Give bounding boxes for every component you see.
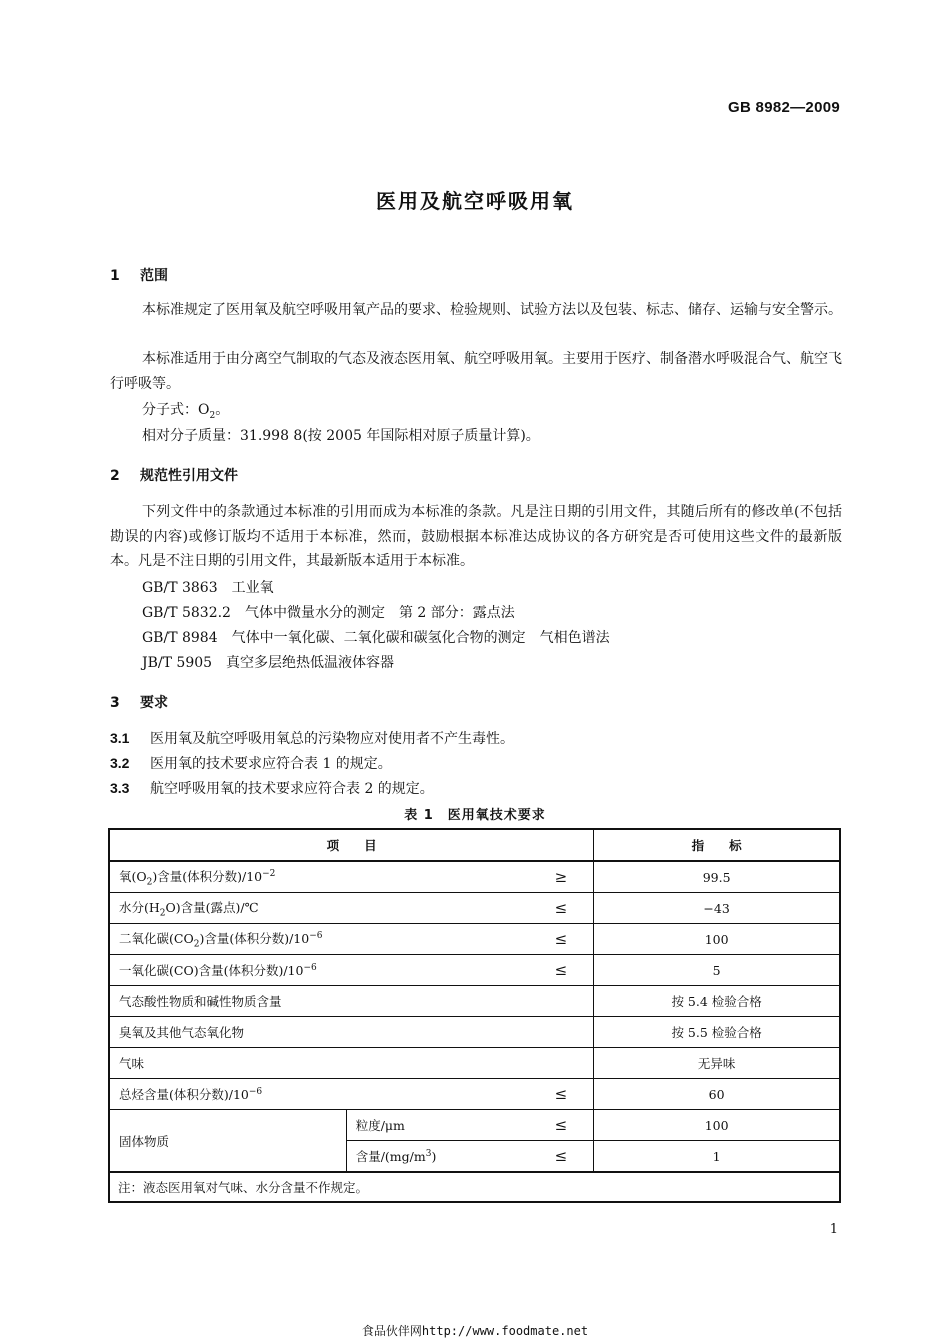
item-subscript: 2 [146, 877, 153, 888]
clause-number: 3.3 [110, 780, 130, 796]
section-number: 3 [110, 695, 120, 711]
item-text: 含量/(mg/m [355, 1149, 426, 1164]
document-title: 医用及航空呼吸用氧 [376, 189, 574, 213]
reference-code: JB/T 5905 [142, 655, 213, 671]
clause-text: 医用氧的技术要求应符合表 1 的规定。 [150, 756, 392, 772]
item-superscript: −6 [248, 1086, 263, 1097]
clause-text: 医用氧及航空呼吸用氧总的污染物应对使用者不产生毒性。 [150, 731, 514, 747]
item-text: 水分(H [119, 899, 160, 915]
clause-text: 航空呼吸用氧的技术要求应符合表 2 的规定。 [150, 781, 434, 797]
item-text: O)含量(露点)/℃ [165, 899, 259, 915]
section-title: 范围 [140, 268, 168, 284]
table-row [109, 955, 840, 986]
section-1-paragraph-2: 本标准适用于由分离空气制取的气态及液态医用氧、航空呼吸用氧。主要用于医疗、制备潜水呼吸混合气、航空飞行呼吸等。 [110, 351, 842, 392]
section-1-paragraph-1: 本标准规定了医用氧及航空呼吸用氧产品的要求、检验规则、试验方法以及包装、标志、储存、运输与安全警示。 [142, 302, 842, 318]
reference-item [142, 626, 610, 650]
value-cell: 1 [594, 1141, 840, 1173]
section-1-heading [110, 265, 168, 285]
table-row [109, 986, 840, 1017]
reference-code: GB/T 8984 [142, 630, 218, 646]
relation-cell: ≤ [504, 1079, 594, 1110]
section-number: 2 [110, 468, 120, 484]
table-row [109, 1110, 840, 1141]
clause-3-1 [110, 726, 514, 751]
reference-title: 气体中一氧化碳、二氧化碳和碳氢化合物的测定 气相色谱法 [231, 630, 610, 646]
item-cell [109, 1079, 504, 1110]
reference-item [142, 651, 394, 675]
formula-subscript: 2 [209, 410, 216, 421]
relation-cell: ≤ [504, 893, 594, 924]
formula-prefix: 分子式：O [142, 402, 210, 418]
relation-cell: ≤ [504, 1110, 594, 1141]
value-cell: 按 5.4 检验合格 [594, 986, 840, 1017]
table-row [109, 1017, 840, 1048]
item-text: 氧(O [119, 868, 147, 884]
formula-suffix: 。 [215, 402, 230, 418]
table-row [109, 861, 840, 893]
table-note-row [109, 1172, 840, 1202]
value-cell: 5 [594, 955, 840, 986]
item-text: 总烃含量(体积分数)/10 [119, 1087, 249, 1102]
medical-oxygen-spec-table [108, 828, 841, 1203]
standard-code: GB 8982—2009 [727, 99, 840, 116]
reference-title: 工业氧 [231, 580, 274, 596]
value-cell: 60 [594, 1079, 840, 1110]
reference-item [142, 601, 515, 625]
footer-watermark: 食品伙伴网http://www.foodmate.net [361, 1324, 589, 1338]
clause-number: 3.2 [110, 755, 130, 771]
value-cell: 100 [594, 1110, 840, 1141]
item-text: )含量(体积分数)/10 [152, 868, 263, 884]
table-row [109, 1079, 840, 1110]
table-header-row [109, 829, 840, 861]
column-header-item: 项 目 [109, 829, 594, 861]
value-cell: 99.5 [594, 861, 840, 893]
item-cell: 粒度/μm [346, 1110, 504, 1141]
value-cell: −43 [594, 893, 840, 924]
item-text: 二氧化碳(CO [119, 930, 194, 946]
value-cell: 按 5.5 检验合格 [594, 1017, 840, 1048]
relation-cell: ≤ [504, 1141, 594, 1173]
clause-3-3 [110, 776, 434, 801]
section-2-heading [110, 465, 238, 485]
column-header-index: 指 标 [594, 829, 840, 861]
item-cell [109, 861, 504, 893]
reference-title: 气体中微量水分的测定 第 2 部分：露点法 [244, 605, 515, 621]
table-caption: 表 1 医用氧技术要求 [404, 808, 546, 823]
item-cell [346, 1141, 504, 1173]
item-superscript: −6 [309, 930, 323, 941]
reference-code: GB/T 3863 [142, 580, 218, 596]
item-subscript: 2 [159, 908, 166, 919]
value-cell: 100 [594, 924, 840, 955]
item-subscript: 2 [193, 939, 200, 950]
section-3-heading [110, 692, 168, 712]
reference-item [142, 576, 274, 600]
molar-mass: 相对分子质量：31.998 8(按 2005 年国际相对原子质量计算)。 [142, 428, 540, 444]
relation-cell: ≤ [504, 924, 594, 955]
item-cell [109, 893, 504, 924]
table-row [109, 893, 840, 924]
table-note: 注：液态医用氧对气味、水分含量不作规定。 [109, 1172, 840, 1202]
item-cell: 臭氧及其他气态氧化物 [109, 1017, 594, 1048]
section-title: 规范性引用文件 [140, 468, 238, 484]
section-title: 要求 [140, 695, 168, 711]
relation-cell: ≤ [504, 955, 594, 986]
item-superscript: 3 [425, 1148, 432, 1159]
item-superscript: −6 [303, 962, 317, 973]
solid-matter-label: 固体物质 [109, 1110, 346, 1173]
clause-number: 3.1 [110, 730, 130, 746]
item-cell [109, 924, 504, 955]
page-number: 1 [829, 1222, 838, 1237]
section-number: 1 [110, 268, 120, 284]
table-row [109, 1048, 840, 1079]
item-superscript: −2 [262, 868, 276, 879]
item-text: )含量(体积分数)/10 [199, 930, 310, 946]
reference-title: 真空多层绝热低温液体容器 [226, 655, 395, 671]
item-cell: 气态酸性物质和碱性物质含量 [109, 986, 594, 1017]
item-text: ) [431, 1149, 437, 1164]
item-text: 一氧化碳(CO)含量(体积分数)/10 [119, 963, 304, 978]
reference-code: GB/T 5832.2 [142, 605, 231, 621]
relation-cell: ≥ [504, 861, 594, 893]
value-cell: 无异味 [594, 1048, 840, 1079]
section-2-paragraph: 下列文件中的条款通过本标准的引用而成为本标准的条款。凡是注日期的引用文件，其随后所有的修改单(不包括勘误的内容)或修订版均不适用于本标准，然而，鼓励根据本标准达成协议的各方研究是否可使用这些文件的最新版本。凡是不注日期的引用文件，其最新版本适用于本标准。 [110, 504, 842, 569]
clause-3-2 [110, 751, 392, 776]
item-cell [109, 955, 504, 986]
item-cell: 气味 [109, 1048, 594, 1079]
table-row [109, 924, 840, 955]
